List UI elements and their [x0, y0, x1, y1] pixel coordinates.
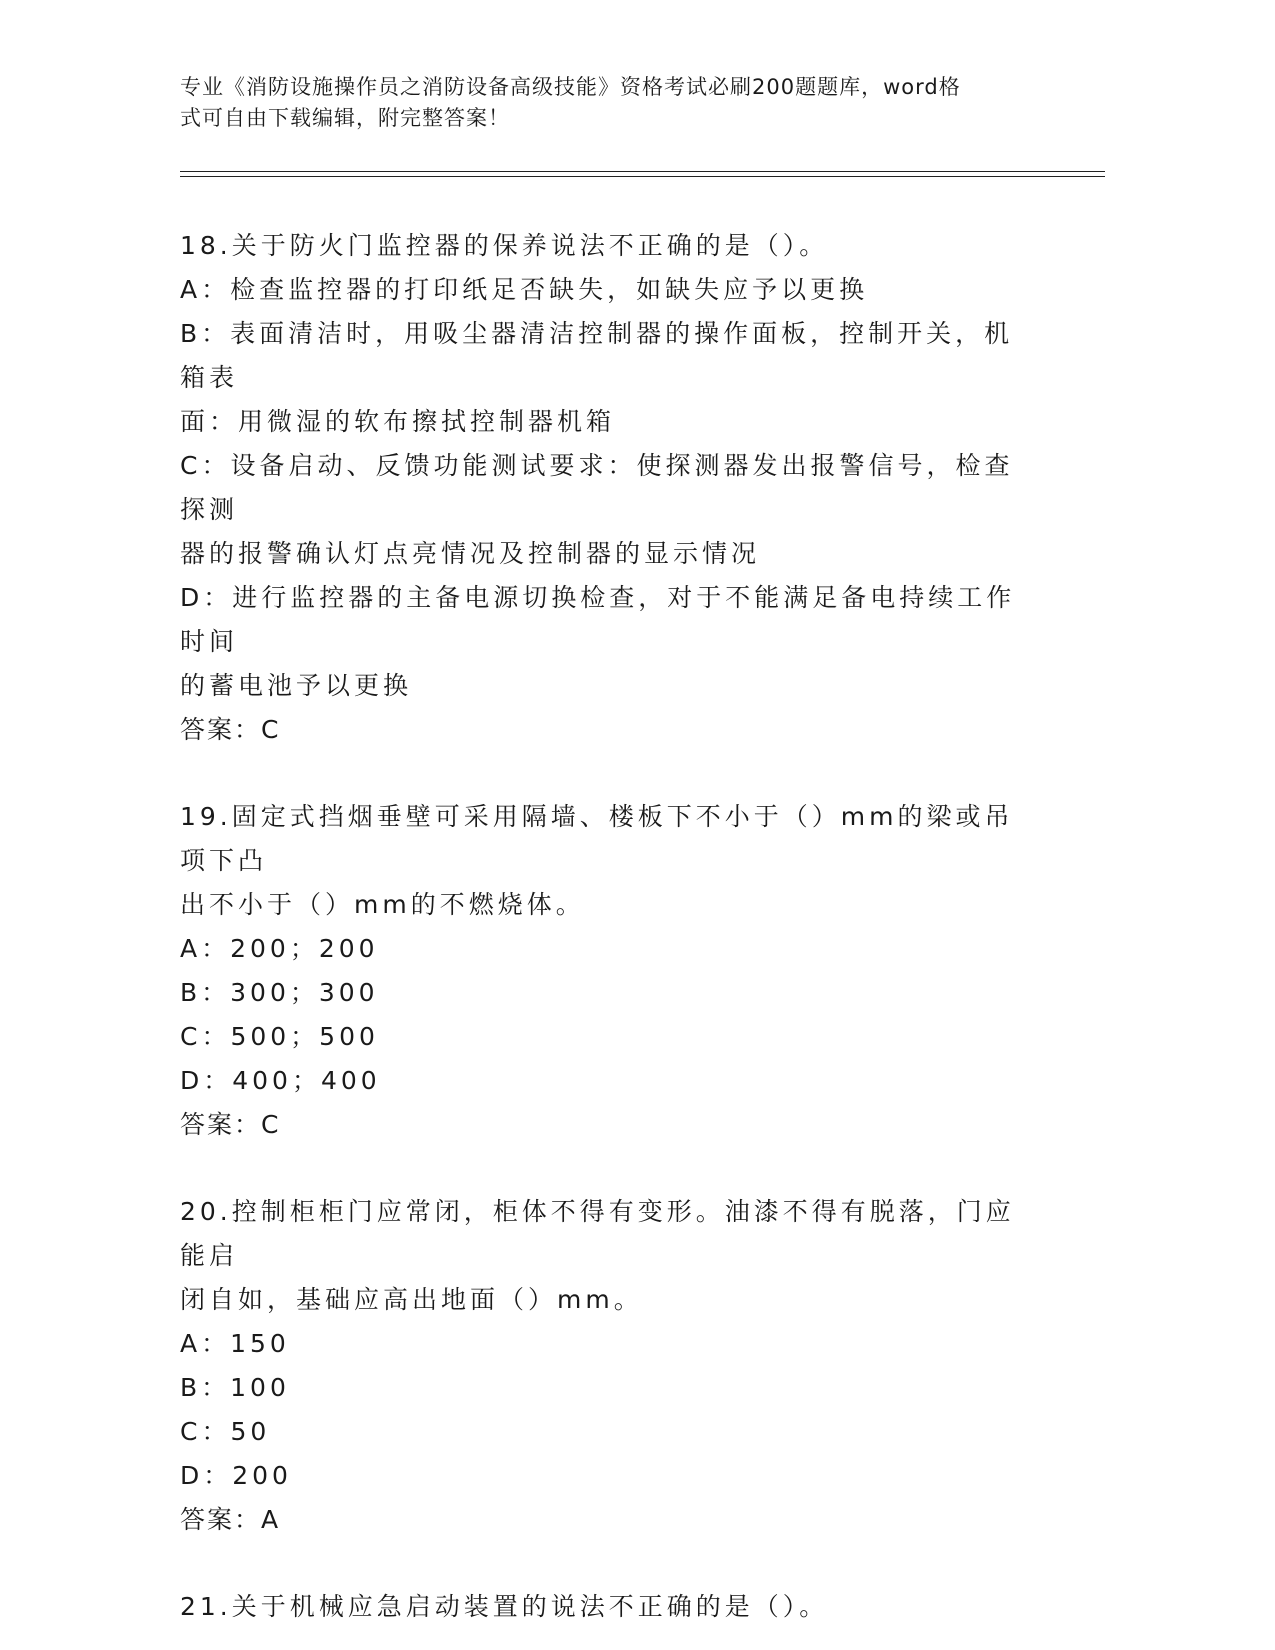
option-line: C：设备启动、反馈功能测试要求：使探测器发出报警信号，检查探测	[180, 451, 1014, 524]
option-line: D：进行监控器的主备电源切换检查，对于不能满足备电持续工作时间	[180, 583, 1016, 656]
option-line: 的蓄电池予以更换	[180, 671, 413, 700]
answer-line: 答案：A	[180, 1505, 281, 1534]
question-stem-line: 19.固定式挡烟垂壁可采用隔墙、楼板下不小于（）mm的梁或吊项下凸	[180, 802, 1014, 875]
question-stem-line: 20.控制柜柜门应常闭，柜体不得有变形。油漆不得有脱落，门应能启	[180, 1197, 1015, 1270]
option-line: B：100	[180, 1373, 290, 1402]
header-rule-bottom	[180, 176, 1105, 177]
question-gap	[180, 1147, 1040, 1190]
question-stem-line: 出不小于（）mm的不燃烧体。	[180, 890, 585, 919]
option-line: B：300；300	[180, 978, 379, 1007]
option-line: A：检查监控器的打印纸足否缺失，如缺失应予以更换	[180, 275, 869, 304]
question-item	[180, 795, 1040, 1147]
option-line: B：表面清洁时，用吸尘器清洁控制器的操作面板，控制开关，机箱表	[180, 319, 1014, 392]
question-stem-line: 18.关于防火门监控器的保养说法不正确的是（）。	[180, 231, 829, 260]
question-gap	[180, 1542, 1040, 1585]
question-list	[180, 224, 1040, 1629]
option-line: 面：用微湿的软布擦拭控制器机箱	[180, 407, 616, 436]
question-item	[180, 224, 1040, 752]
question-item	[180, 1190, 1040, 1542]
option-line: C：500；500	[180, 1022, 379, 1051]
question-stem-line: 21.关于机械应急启动装置的说法不正确的是（）。	[180, 1592, 829, 1621]
option-line: C：50	[180, 1417, 271, 1446]
option-line: D：400；400	[180, 1066, 381, 1095]
question-item	[180, 1585, 1040, 1629]
header-line-2: 式可自由下载编辑，附完整答案！	[180, 106, 510, 130]
option-line: A：150	[180, 1329, 290, 1358]
header-line-1: 专业《消防设施操作员之消防设备高级技能》资格考试必刷200题题库，word格	[180, 75, 961, 99]
option-line: D：200	[180, 1461, 292, 1490]
question-stem-line: 闭自如，基础应高出地面（）mm。	[180, 1285, 643, 1314]
answer-line: 答案：C	[180, 1110, 281, 1139]
document-header	[180, 72, 1040, 134]
option-line: 器的报警确认灯点亮情况及控制器的显示情况	[180, 539, 761, 568]
question-gap	[180, 752, 1040, 795]
option-line: A：200；200	[180, 934, 379, 963]
answer-line: 答案：C	[180, 715, 281, 744]
header-rule-top	[180, 171, 1105, 172]
